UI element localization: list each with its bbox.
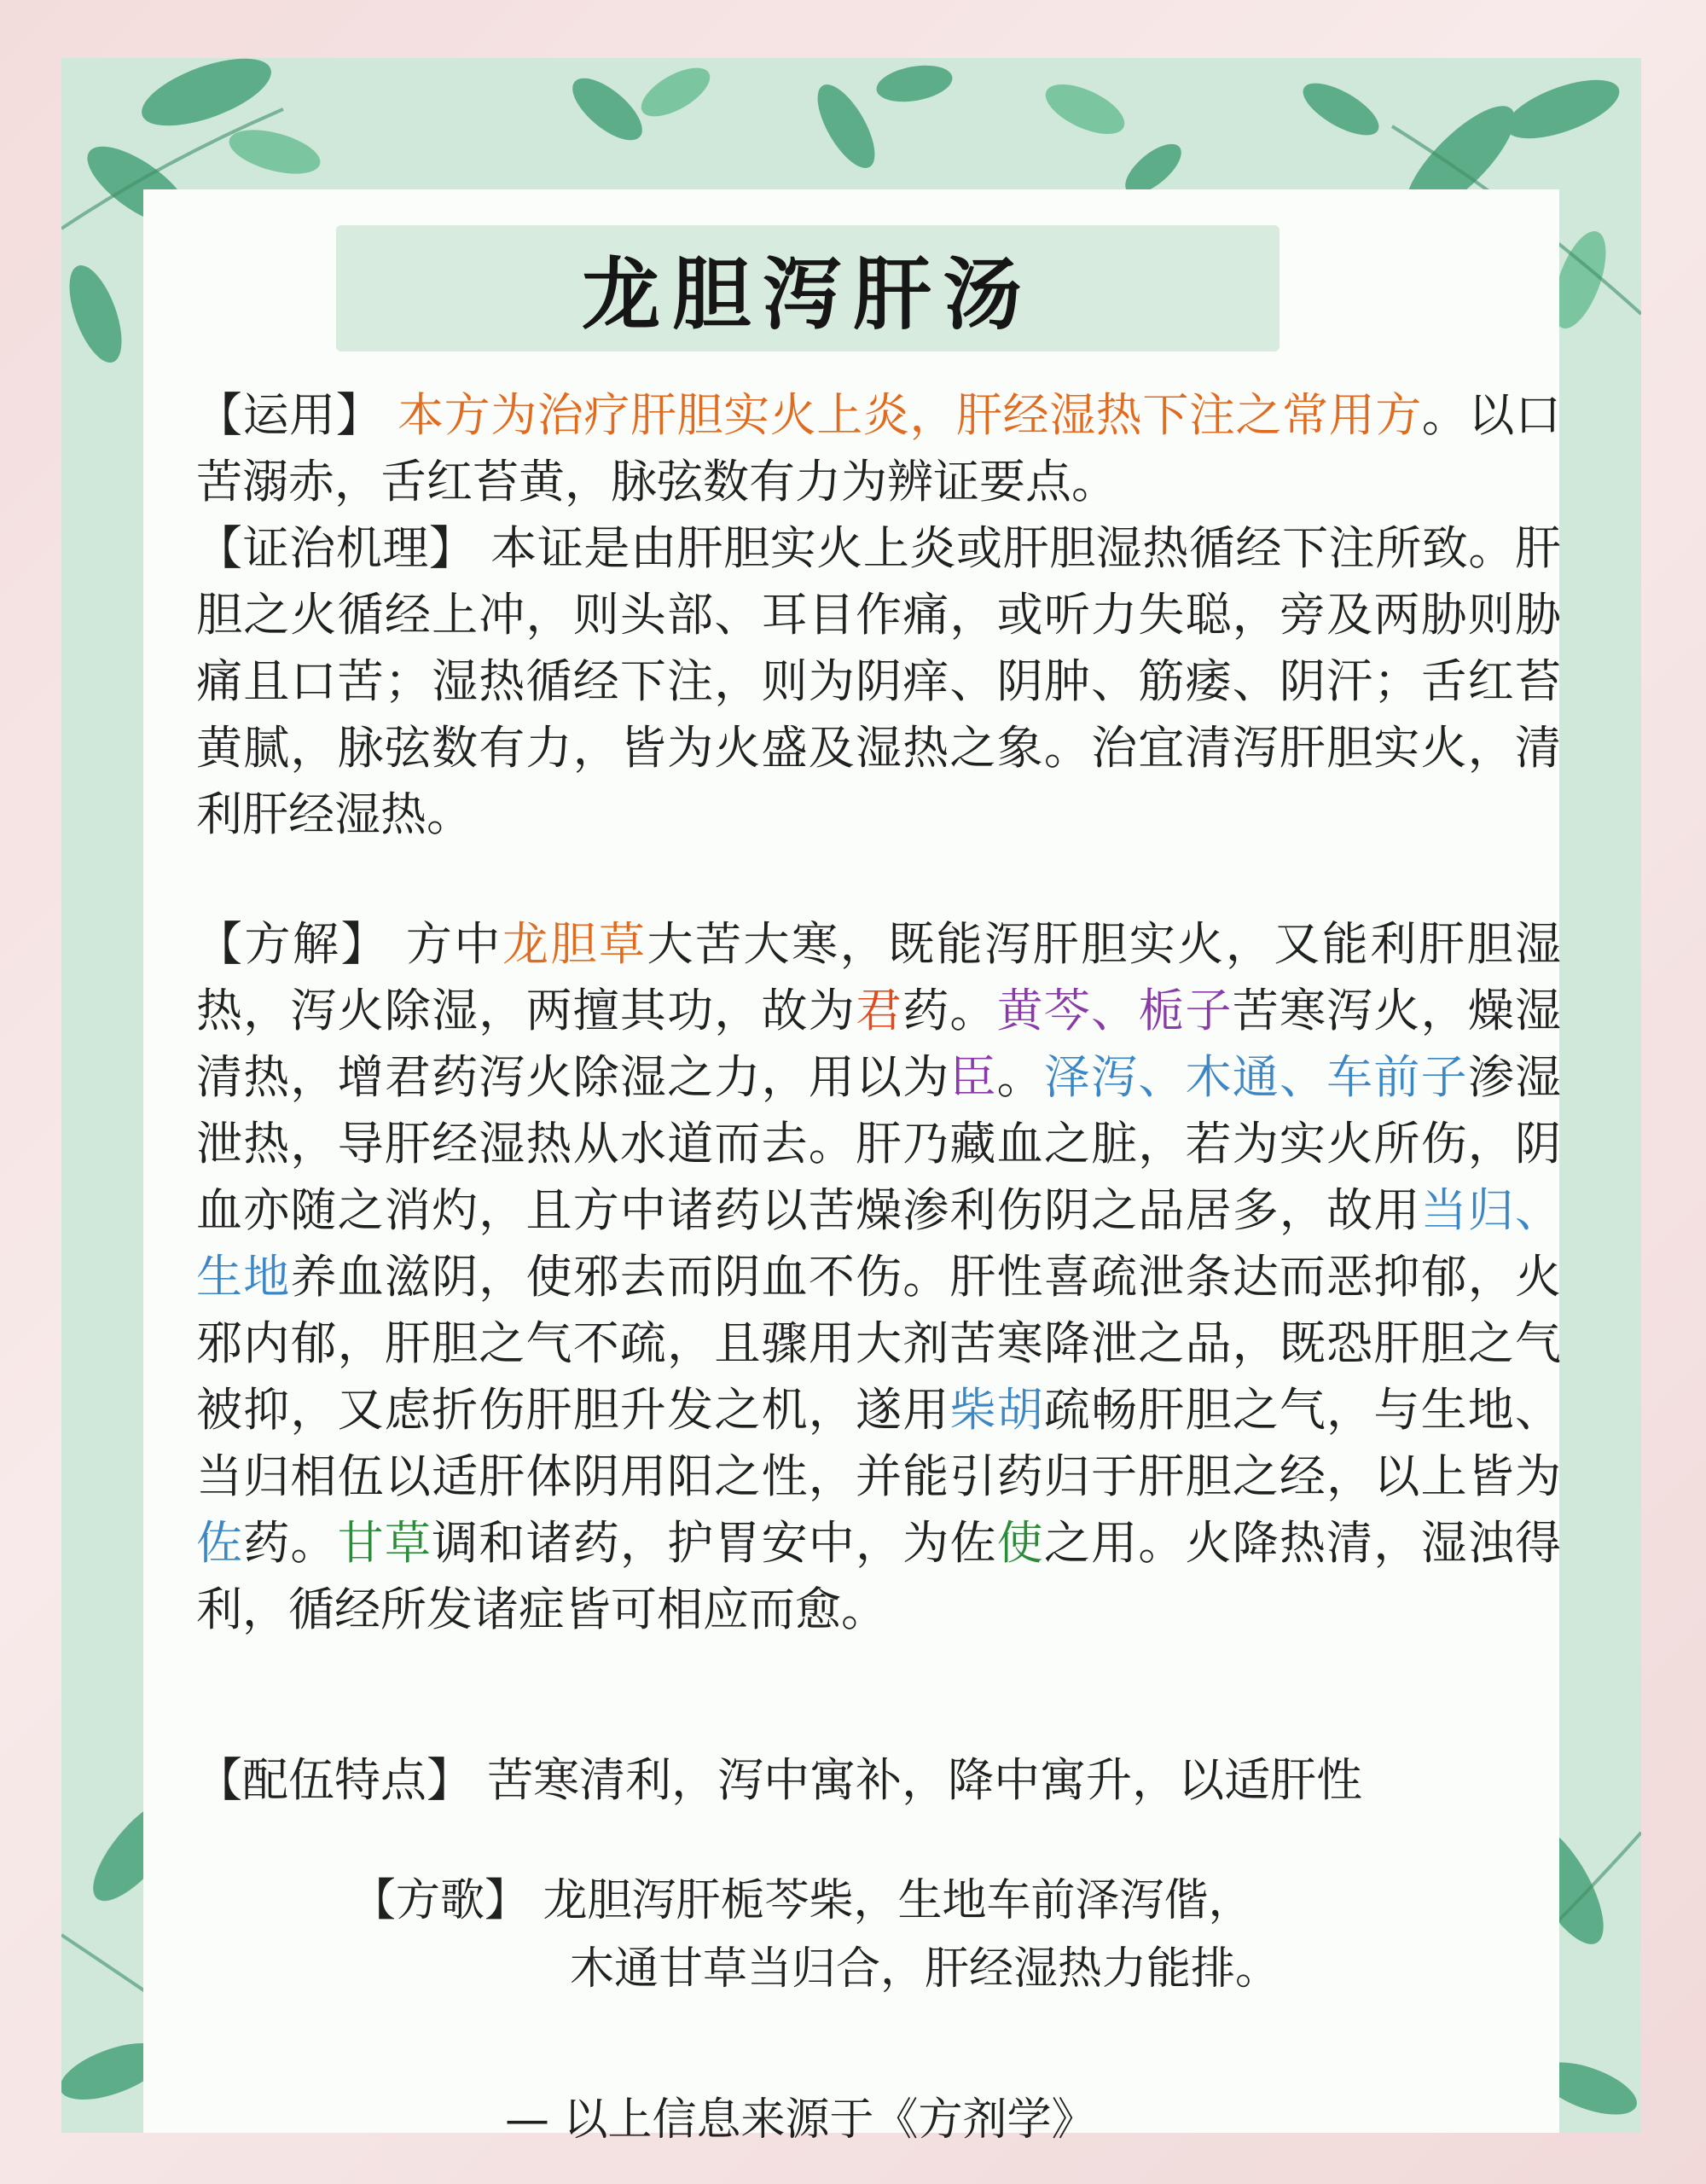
analysis-text: 渗湿泄热，导肝经湿热从水道而去。肝乃藏血之脏，若为实火所伤，阴血亦随之消灼，且方中诸药以苦燥渗利伤阴之品居多，故用 [196,1050,1562,1237]
leaf-icon [634,58,717,126]
leaf-icon [61,258,132,369]
herb-chaihu: 柴胡 [949,1383,1044,1437]
analysis-paragraph [196,911,1561,1643]
analysis-text: 药。 [902,984,997,1037]
analysis-text: 疏畅肝胆之气，与生地、当归相伍以适肝体阴用阳之性，并能引药归于肝胆之经，以上皆为 [196,1383,1562,1503]
usage-label: 【运用】 [196,388,383,442]
usage-paragraph [196,382,1561,515]
source-note: — 以上信息来源于《方剂学》 [505,2094,1096,2146]
leaf-icon [134,58,280,140]
leaf-icon [563,67,653,151]
leaf-icon [1038,74,1131,144]
song-text: 龙胆泻肝栀芩柴，生地车前泽泻偕， [543,1875,1253,1926]
leaf-icon [806,76,885,176]
analysis-text: 药。 [243,1516,338,1570]
mechanism-paragraph [196,515,1561,848]
features-text: 苦寒清利，泻中寓补，降中寓升，以适肝性 [487,1753,1363,1807]
song-label: 【方歌】 [351,1875,530,1926]
features-label: 【配伍特点】 [196,1753,473,1807]
analysis-text: 养血滋阴，使邪去而阴血不伤。肝性喜疏泄条达而恶抑郁，火邪内郁，肝胆之气不疏，且骤用大剂苦寒降泄之品，既恐肝胆之气被抑，又虑折伤肝胆升发之机，遂用 [196,1250,1562,1437]
role-jun: 君 [856,984,903,1037]
leaf-icon [1296,73,1387,146]
song-block [351,1867,1460,2003]
analysis-label: 【方解】 [196,917,390,971]
usage-highlight: 本方为治疗肝胆实火上炎，肝经湿热下注之常用方 [397,388,1422,442]
leaf-icon [873,60,955,107]
features-paragraph [196,1747,1561,1814]
title-banner [336,225,1280,351]
role-shi: 使 [996,1516,1044,1570]
analysis-text: 大苦大寒，既能泻肝胆实火，又能利肝胆湿热，泻火除湿，两擅其功，故为 [196,917,1562,1037]
page-title: 龙胆泻肝汤 [581,248,1034,340]
mechanism-text: 本证是由肝胆实火上炎或肝胆湿热循经下注所致。肝胆之火循经上冲，则头部、耳目作痛，或听力失聪，旁及两胁则胁痛且口苦；湿热循经下注，则为阴痒、阴肿、筋痿、阴汗；舌红苔黄腻，脉弦数有力，皆为火盛及湿热之象。治宜清泻肝胆实火，清利肝经湿热。 [196,521,1561,841]
role-zuo: 佐 [196,1516,244,1570]
song-line-2: 木通甘草当归合，肝经湿热力能排。 [570,1943,1280,1995]
herb-gancao: 甘草 [337,1516,432,1570]
song-line-1 [351,1867,1460,1935]
leaf-icon [224,122,325,183]
mechanism-label: 【证治机理】 [196,521,476,575]
herb-zexie-mutong-cheqianzi: 泽泻、木通、车前子 [1043,1050,1468,1104]
poster-card [61,58,1641,2146]
herb-danggui-shengdi: 当归、生地 [196,1183,1562,1304]
analysis-text: 调和诸药，护胃安中，为佐 [432,1516,997,1570]
leaf-icon [1499,68,1626,151]
herb-longdancao: 龙胆草 [502,917,647,971]
analysis-text: 。 [996,1050,1044,1104]
analysis-text: 方中 [405,917,502,971]
usage-text: 。以口苦溺赤，舌红苔黄，脉弦数有力为辨证要点。 [196,388,1562,508]
analysis-text: 之用。火降热清，湿浊得利，循经所发诸症皆可相应而愈。 [196,1516,1562,1636]
role-chen: 臣 [949,1050,997,1104]
analysis-text: 苦寒泻火，燥湿清热，增君药泻火除湿之力，用以为 [196,984,1562,1104]
herb-huangqin-zhizi: 黄芩、栀子 [996,984,1233,1037]
